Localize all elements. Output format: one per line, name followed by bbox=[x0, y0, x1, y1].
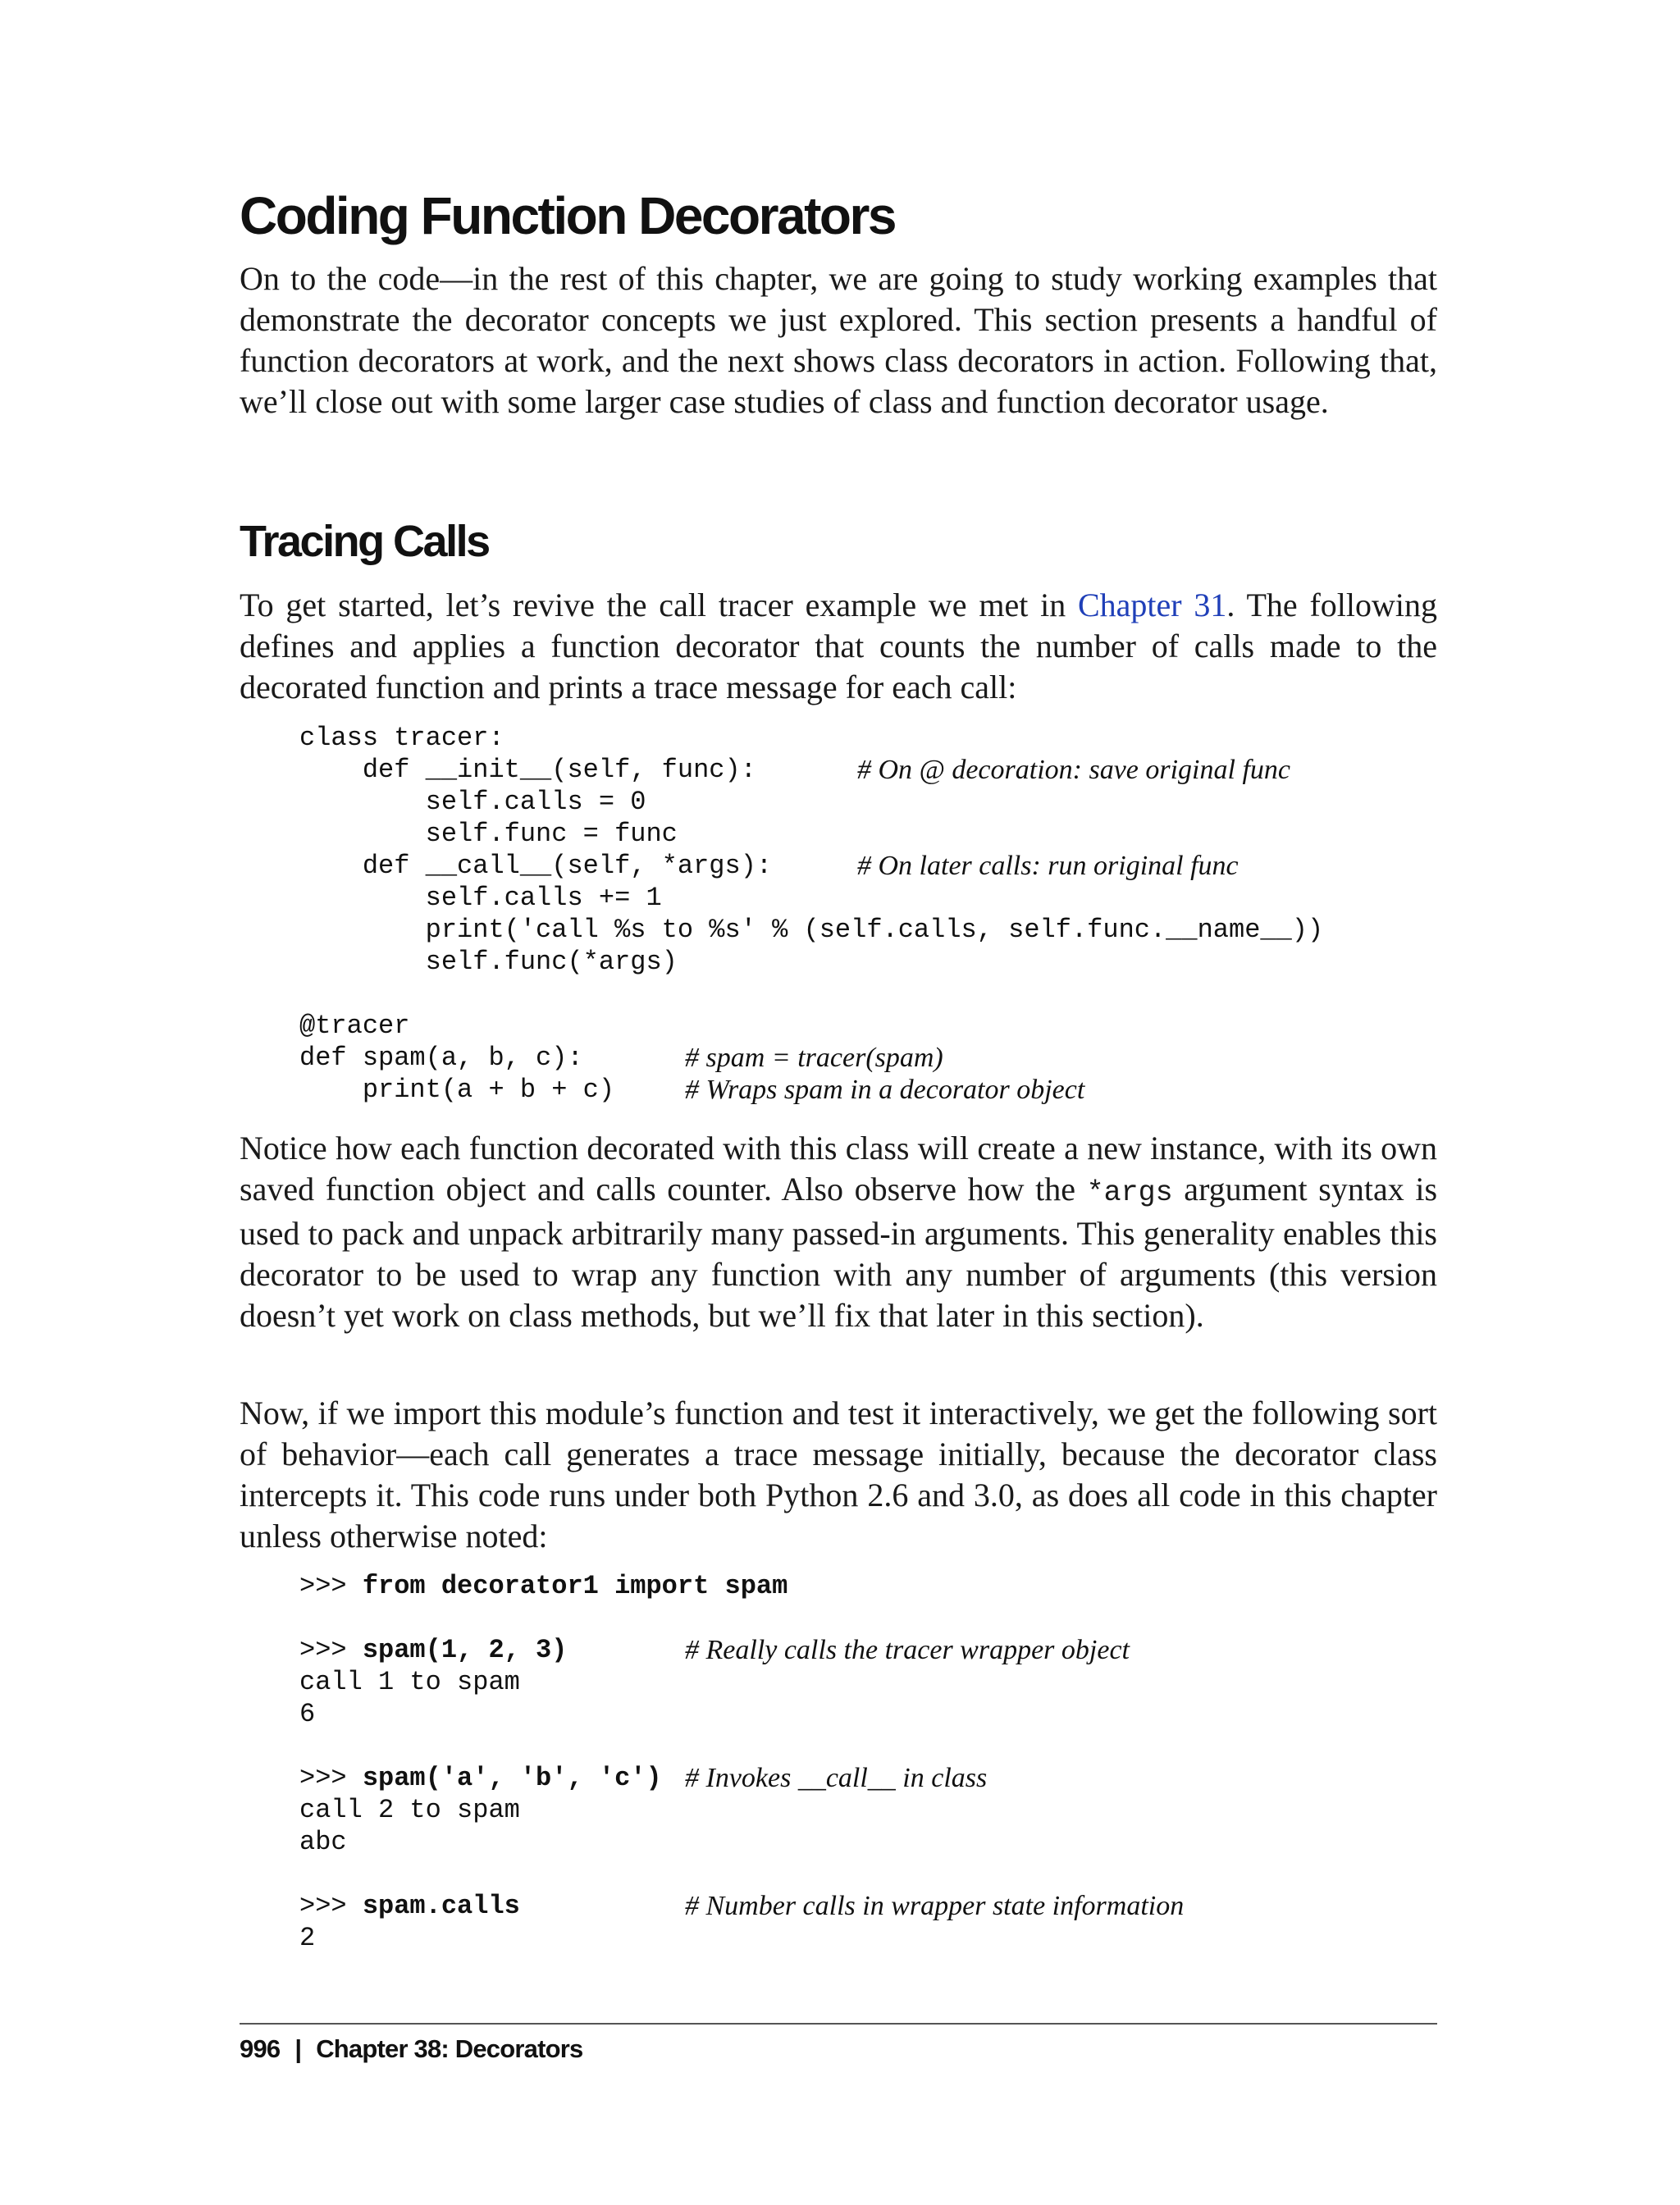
chapter-title: Chapter 38: Decorators bbox=[316, 2034, 583, 2063]
code-line bbox=[299, 1010, 1323, 1042]
output-line bbox=[299, 1922, 788, 1954]
page-footer bbox=[240, 2033, 582, 2066]
code-text: self.func = func bbox=[299, 819, 678, 849]
code-text: print('call %s to %s' % (self.calls, self.func.__name__)) bbox=[299, 915, 1324, 945]
interactive-test-paragraph: Now, if we import this module’s function and test it interactively, we get the following sort of behavior—each call generates a trace message initially, because the decorator class intercepts it. This code runs under both Python 2.6 and 3.0, as does all code in this chapter unless otherwise noted: bbox=[240, 1395, 1437, 1554]
paragraph-text: . The following defines and applies a function decorator that counts the number of calls made to the decorated function and prints a trace message for each call: bbox=[240, 587, 1438, 705]
code-text: def __init__(self, func): bbox=[299, 755, 756, 785]
prompt-marker: >>> bbox=[299, 1635, 363, 1665]
paragraph-text: To get started, let’s revive the call tracer example we met in bbox=[240, 587, 1078, 623]
code-line bbox=[299, 946, 1323, 978]
blank-line bbox=[299, 1858, 788, 1890]
interactive-session-code-block bbox=[299, 1570, 1185, 1954]
input-text: spam(1, 2, 3) bbox=[362, 1635, 568, 1665]
prompt-marker: >>> bbox=[299, 1571, 363, 1601]
paragraph-text: Notice how each function decorated with this class will create a new instance, with its own saved function object and calls counter. Also observe how the bbox=[240, 1130, 1437, 1208]
code-line bbox=[299, 818, 1323, 850]
prompt-line bbox=[299, 1634, 1130, 1666]
code-comment: # Number calls in wrapper state information bbox=[685, 1891, 1185, 1921]
code-comment: # spam = tracer(spam) bbox=[685, 1043, 943, 1073]
code-comment: # Wraps spam in a decorator object bbox=[685, 1075, 1085, 1105]
chapter-31-link[interactable]: Chapter 31 bbox=[1078, 587, 1227, 623]
code-comment: # Really calls the tracer wrapper object bbox=[685, 1635, 1130, 1665]
prompt-line bbox=[299, 1890, 1185, 1922]
code-line bbox=[299, 1074, 1323, 1106]
output-text: call 1 to spam bbox=[299, 1667, 520, 1697]
output-text: 6 bbox=[299, 1699, 316, 1729]
section-heading: Coding Function Decorators bbox=[240, 186, 895, 245]
output-line bbox=[299, 1698, 788, 1730]
input-text: spam.calls bbox=[362, 1891, 520, 1921]
inline-code-args: *args bbox=[1086, 1176, 1173, 1209]
code-line bbox=[299, 722, 1323, 754]
code-line bbox=[299, 882, 1323, 914]
code-line bbox=[299, 1042, 1323, 1074]
output-text: call 2 to spam bbox=[299, 1795, 520, 1825]
output-line bbox=[299, 1794, 788, 1826]
tracing-intro-paragraph bbox=[240, 585, 1437, 708]
prompt-line bbox=[299, 1762, 988, 1794]
input-text: from decorator1 import spam bbox=[362, 1571, 788, 1601]
code-text: self.func(*args) bbox=[299, 947, 678, 977]
blank-line bbox=[299, 1730, 788, 1762]
code-text: self.calls = 0 bbox=[299, 787, 646, 817]
code-text: print(a + b + c) bbox=[299, 1075, 615, 1105]
footer-divider bbox=[240, 2023, 1437, 2025]
input-text: spam('a', 'b', 'c') bbox=[362, 1763, 662, 1793]
prompt-marker: >>> bbox=[299, 1891, 363, 1921]
page-number: 996 bbox=[240, 2034, 281, 2063]
output-line bbox=[299, 1666, 788, 1698]
footer-separator: | bbox=[294, 2034, 302, 2063]
prompt-line bbox=[299, 1570, 788, 1602]
code-line bbox=[299, 850, 1323, 882]
subsection-heading: Tracing Calls bbox=[240, 517, 489, 566]
code-text: @tracer bbox=[299, 1011, 410, 1041]
output-text: 2 bbox=[299, 1923, 316, 1953]
code-comment: # On later calls: run original func bbox=[857, 851, 1239, 881]
code-text: def spam(a, b, c): bbox=[299, 1043, 583, 1073]
tracer-class-code-block bbox=[299, 722, 1323, 1106]
prompt-marker: >>> bbox=[299, 1763, 363, 1793]
intro-paragraph: On to the code—in the rest of this chapter, we are going to study working examples that demonstrate the decorator concepts we just explored. This section presents a handful of function decorators at work, and the next shows class decorators in action. Following that, we’ll close out with some larger case studies of class and function decorator usage. bbox=[240, 260, 1437, 420]
code-line bbox=[299, 754, 1323, 786]
code-text: self.calls += 1 bbox=[299, 883, 662, 913]
code-line bbox=[299, 914, 1323, 946]
blank-line bbox=[299, 1602, 788, 1634]
paragraph-text: argument syntax is used to pack and unpack arbitrarily many passed-in arguments. This generality enables this decorator to be used to wrap any function with any number of arguments (this version doesn’t yet work on class methods, but we’ll fix that later in this section). bbox=[240, 1171, 1438, 1334]
code-text: class tracer: bbox=[299, 723, 504, 753]
output-text: abc bbox=[299, 1827, 347, 1857]
code-text: def __call__(self, *args): bbox=[299, 851, 773, 881]
code-comment: # Invokes __call__ in class bbox=[685, 1763, 988, 1793]
code-line bbox=[299, 786, 1323, 818]
code-comment: # On @ decoration: save original func bbox=[857, 755, 1290, 785]
instance-explanation-paragraph bbox=[240, 1128, 1437, 1336]
blank-line bbox=[299, 978, 1323, 1010]
output-line bbox=[299, 1826, 788, 1858]
